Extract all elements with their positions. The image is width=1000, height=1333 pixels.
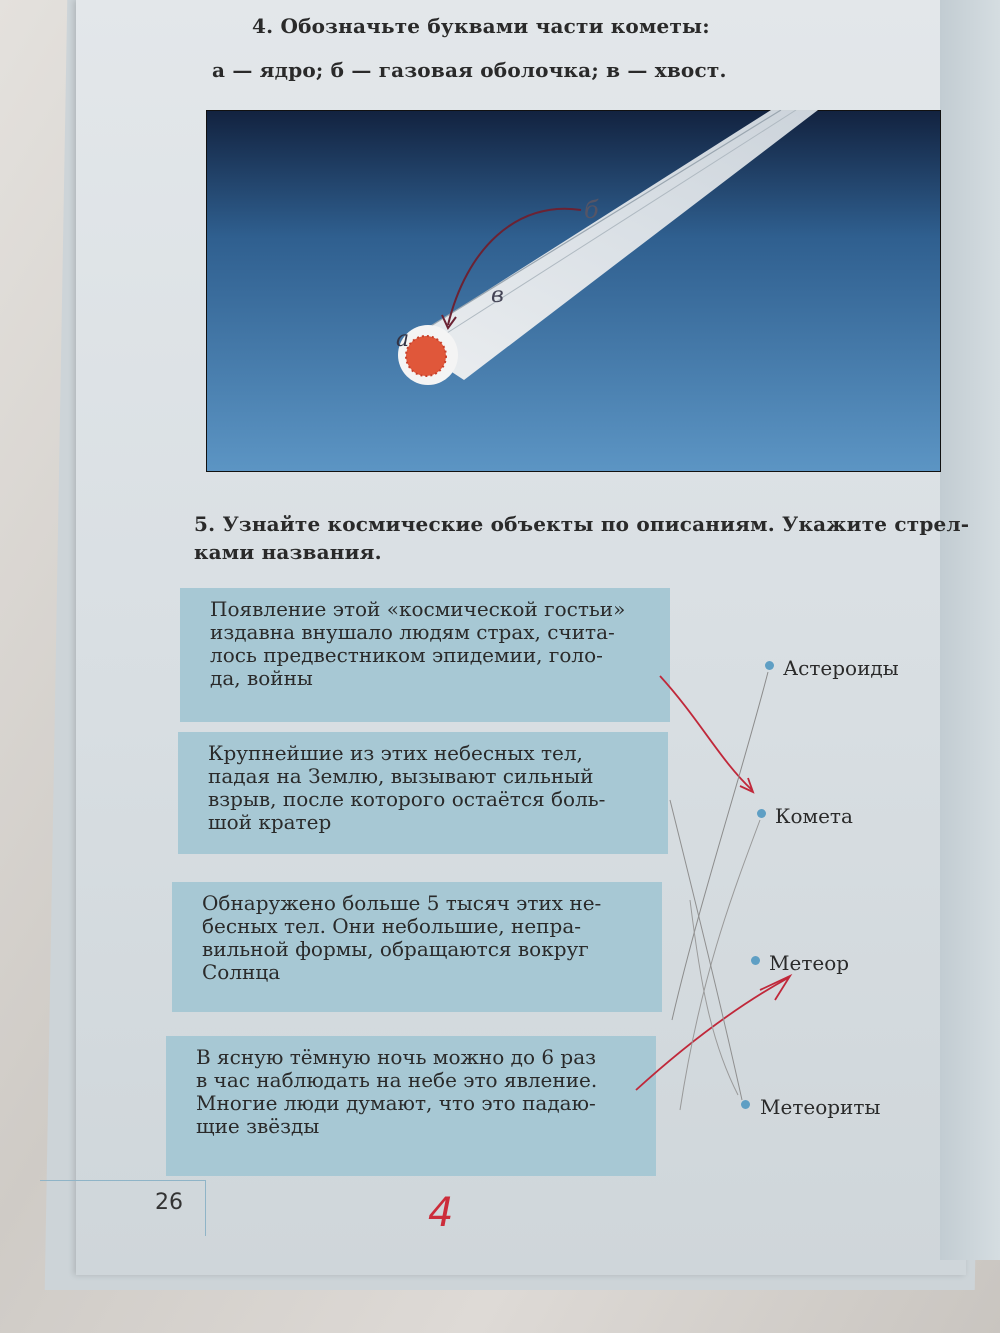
description-card-1 xyxy=(180,588,670,722)
page-number: 26 xyxy=(155,1190,183,1215)
next-page-edge xyxy=(940,0,1000,1260)
task4-title: 4. Обозначьте буквами части кометы: xyxy=(252,14,710,38)
option-meteor: Метеор xyxy=(769,951,850,975)
description-text-3: Обнаружено больше 5 тысяч этих не- бесных тел. Они небольшие, непра- вильной формы, обращаются вокруг Солнца xyxy=(202,891,602,984)
handwritten-grade: 4 xyxy=(428,1190,454,1236)
option-dot-1 xyxy=(765,661,774,670)
description-text-4: В ясную тёмную ночь можно до 6 раз в час наблюдать на небе это явление. Многие люди думают, что это падаю- щие звёзды xyxy=(196,1045,598,1138)
description-card-4 xyxy=(166,1036,656,1176)
option-dot-2 xyxy=(757,809,766,818)
label-a: а xyxy=(396,327,410,352)
task4-legend: а — ядро; б — газовая оболочка; в — хвост. xyxy=(212,58,727,82)
option-dot-3 xyxy=(751,956,760,965)
label-v: в xyxy=(491,283,504,308)
description-text-1: Появление этой «космической гостьи» издавна внушало людям страх, счита- лось предвестником эпидемии, голо- да, войны xyxy=(210,597,626,690)
comet-illustration xyxy=(206,110,941,472)
description-card-3 xyxy=(172,882,662,1012)
description-card-2 xyxy=(178,732,668,854)
option-meteorites: Метеориты xyxy=(760,1095,881,1119)
label-b: б xyxy=(584,196,599,224)
option-asteroids: Астероиды xyxy=(783,656,899,680)
option-comet: Комета xyxy=(775,804,853,828)
task5-title-line2: ками названия. xyxy=(194,540,382,564)
task5-title-line1: 5. Узнайте космические объекты по описаниям. Укажите стрел- xyxy=(194,512,970,536)
option-dot-4 xyxy=(741,1100,750,1109)
description-text-2: Крупнейшие из этих небесных тел, падая на Землю, вызывают сильный взрыв, после которого остаётся боль- шой кратер xyxy=(208,741,606,834)
